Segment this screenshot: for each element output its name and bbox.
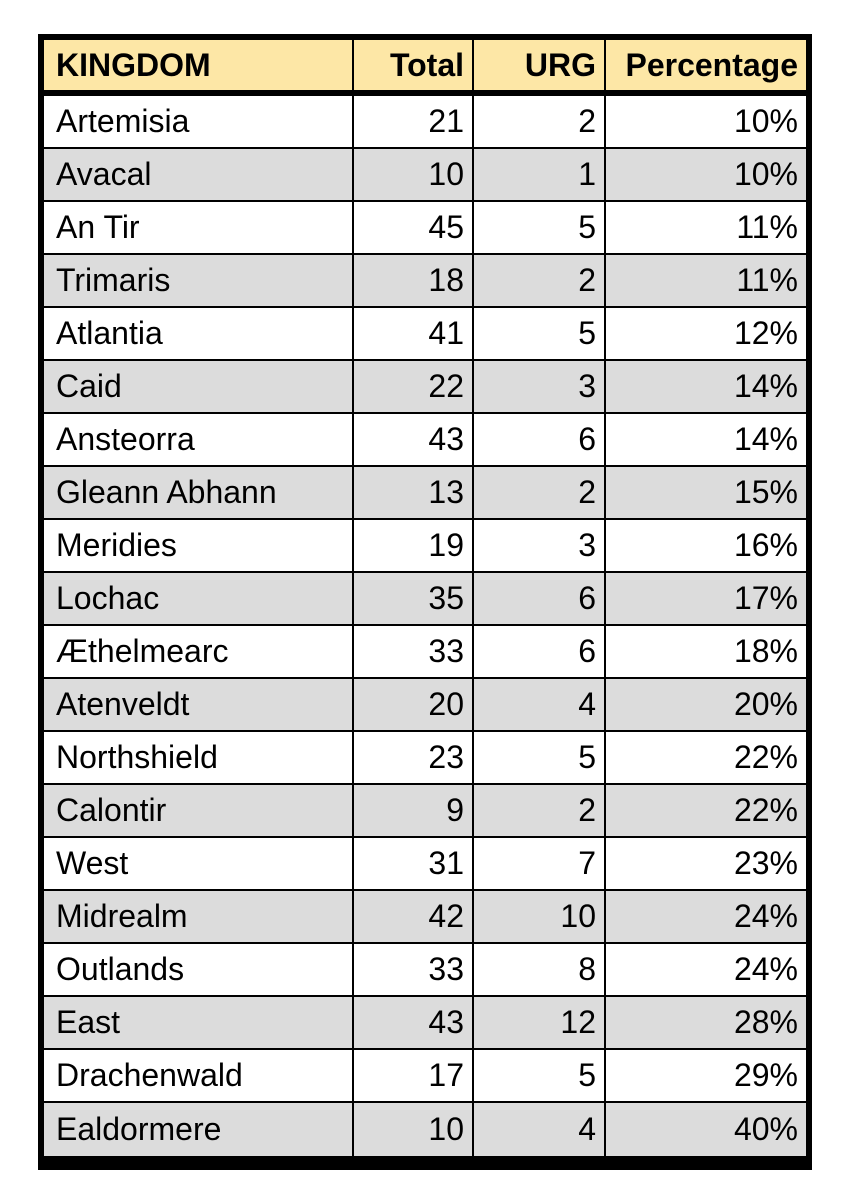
cell-kingdom: Avacal: [44, 149, 354, 202]
cell-total: 19: [354, 520, 474, 573]
cell-urg: 5: [474, 732, 606, 785]
table-row: [44, 679, 806, 732]
cell-urg: 4: [474, 1103, 606, 1156]
cell-urg: 5: [474, 308, 606, 361]
table-row: [44, 838, 806, 891]
cell-total: 43: [354, 414, 474, 467]
cell-total: 35: [354, 573, 474, 626]
table-row: [44, 255, 806, 308]
cell-total: 13: [354, 467, 474, 520]
cell-percentage: 17%: [606, 573, 806, 626]
cell-urg: 5: [474, 1050, 606, 1103]
cell-percentage: 15%: [606, 467, 806, 520]
cell-percentage: 40%: [606, 1103, 806, 1156]
cell-percentage: 12%: [606, 308, 806, 361]
cell-total: 21: [354, 96, 474, 149]
table-row: [44, 891, 806, 944]
cell-percentage: 24%: [606, 944, 806, 997]
cell-percentage: 10%: [606, 96, 806, 149]
kingdom-table: [44, 40, 806, 1156]
cell-total: 10: [354, 1103, 474, 1156]
cell-kingdom: Calontir: [44, 785, 354, 838]
cell-urg: 1: [474, 149, 606, 202]
header-row: [44, 40, 806, 96]
table-body: [44, 96, 806, 1156]
cell-kingdom: Outlands: [44, 944, 354, 997]
table-row: [44, 202, 806, 255]
cell-total: 20: [354, 679, 474, 732]
table-header: [44, 40, 806, 96]
header-percentage: Percentage: [606, 40, 806, 96]
cell-percentage: 28%: [606, 997, 806, 1050]
cell-total: 18: [354, 255, 474, 308]
header-kingdom: KINGDOM: [44, 40, 354, 96]
table-row: [44, 467, 806, 520]
cell-percentage: 11%: [606, 255, 806, 308]
table-row: [44, 361, 806, 414]
cell-urg: 2: [474, 96, 606, 149]
table-row: [44, 308, 806, 361]
cell-total: 10: [354, 149, 474, 202]
cell-total: 33: [354, 626, 474, 679]
table-row: [44, 1103, 806, 1156]
cell-kingdom: Atlantia: [44, 308, 354, 361]
cell-kingdom: Ansteorra: [44, 414, 354, 467]
header-urg: URG: [474, 40, 606, 96]
cell-kingdom: Atenveldt: [44, 679, 354, 732]
cell-urg: 2: [474, 785, 606, 838]
cell-percentage: 10%: [606, 149, 806, 202]
cell-kingdom: Ealdormere: [44, 1103, 354, 1156]
header-total: Total: [354, 40, 474, 96]
cell-kingdom: Trimaris: [44, 255, 354, 308]
cell-total: 17: [354, 1050, 474, 1103]
cell-total: 33: [354, 944, 474, 997]
table-row: [44, 96, 806, 149]
cell-urg: 2: [474, 255, 606, 308]
table-row: [44, 573, 806, 626]
cell-kingdom: An Tir: [44, 202, 354, 255]
cell-kingdom: Æthelmearc: [44, 626, 354, 679]
cell-kingdom: West: [44, 838, 354, 891]
cell-urg: 6: [474, 414, 606, 467]
table-row: [44, 997, 806, 1050]
cell-urg: 8: [474, 944, 606, 997]
cell-kingdom: Meridies: [44, 520, 354, 573]
table-row: [44, 1050, 806, 1103]
table-row: [44, 944, 806, 997]
cell-total: 45: [354, 202, 474, 255]
cell-urg: 6: [474, 626, 606, 679]
cell-urg: 12: [474, 997, 606, 1050]
cell-percentage: 16%: [606, 520, 806, 573]
cell-percentage: 22%: [606, 785, 806, 838]
cell-percentage: 11%: [606, 202, 806, 255]
cell-percentage: 20%: [606, 679, 806, 732]
cell-kingdom: Northshield: [44, 732, 354, 785]
table-row: [44, 785, 806, 838]
cell-total: 43: [354, 997, 474, 1050]
cell-urg: 5: [474, 202, 606, 255]
cell-urg: 10: [474, 891, 606, 944]
cell-kingdom: Midrealm: [44, 891, 354, 944]
cell-total: 42: [354, 891, 474, 944]
cell-percentage: 14%: [606, 414, 806, 467]
table-row: [44, 520, 806, 573]
table-row: [44, 732, 806, 785]
cell-total: 23: [354, 732, 474, 785]
cell-kingdom: Drachenwald: [44, 1050, 354, 1103]
cell-urg: 7: [474, 838, 606, 891]
cell-total: 22: [354, 361, 474, 414]
cell-urg: 3: [474, 361, 606, 414]
cell-total: 31: [354, 838, 474, 891]
cell-kingdom: Lochac: [44, 573, 354, 626]
cell-kingdom: Caid: [44, 361, 354, 414]
cell-total: 9: [354, 785, 474, 838]
cell-total: 41: [354, 308, 474, 361]
table-row: [44, 626, 806, 679]
cell-kingdom: Gleann Abhann: [44, 467, 354, 520]
cell-kingdom: Artemisia: [44, 96, 354, 149]
cell-kingdom: East: [44, 997, 354, 1050]
table-row: [44, 149, 806, 202]
cell-urg: 3: [474, 520, 606, 573]
cell-urg: 4: [474, 679, 606, 732]
cell-percentage: 24%: [606, 891, 806, 944]
cell-percentage: 14%: [606, 361, 806, 414]
cell-percentage: 18%: [606, 626, 806, 679]
table-row: [44, 414, 806, 467]
cell-urg: 6: [474, 573, 606, 626]
cell-percentage: 23%: [606, 838, 806, 891]
cell-percentage: 29%: [606, 1050, 806, 1103]
cell-percentage: 22%: [606, 732, 806, 785]
cell-urg: 2: [474, 467, 606, 520]
